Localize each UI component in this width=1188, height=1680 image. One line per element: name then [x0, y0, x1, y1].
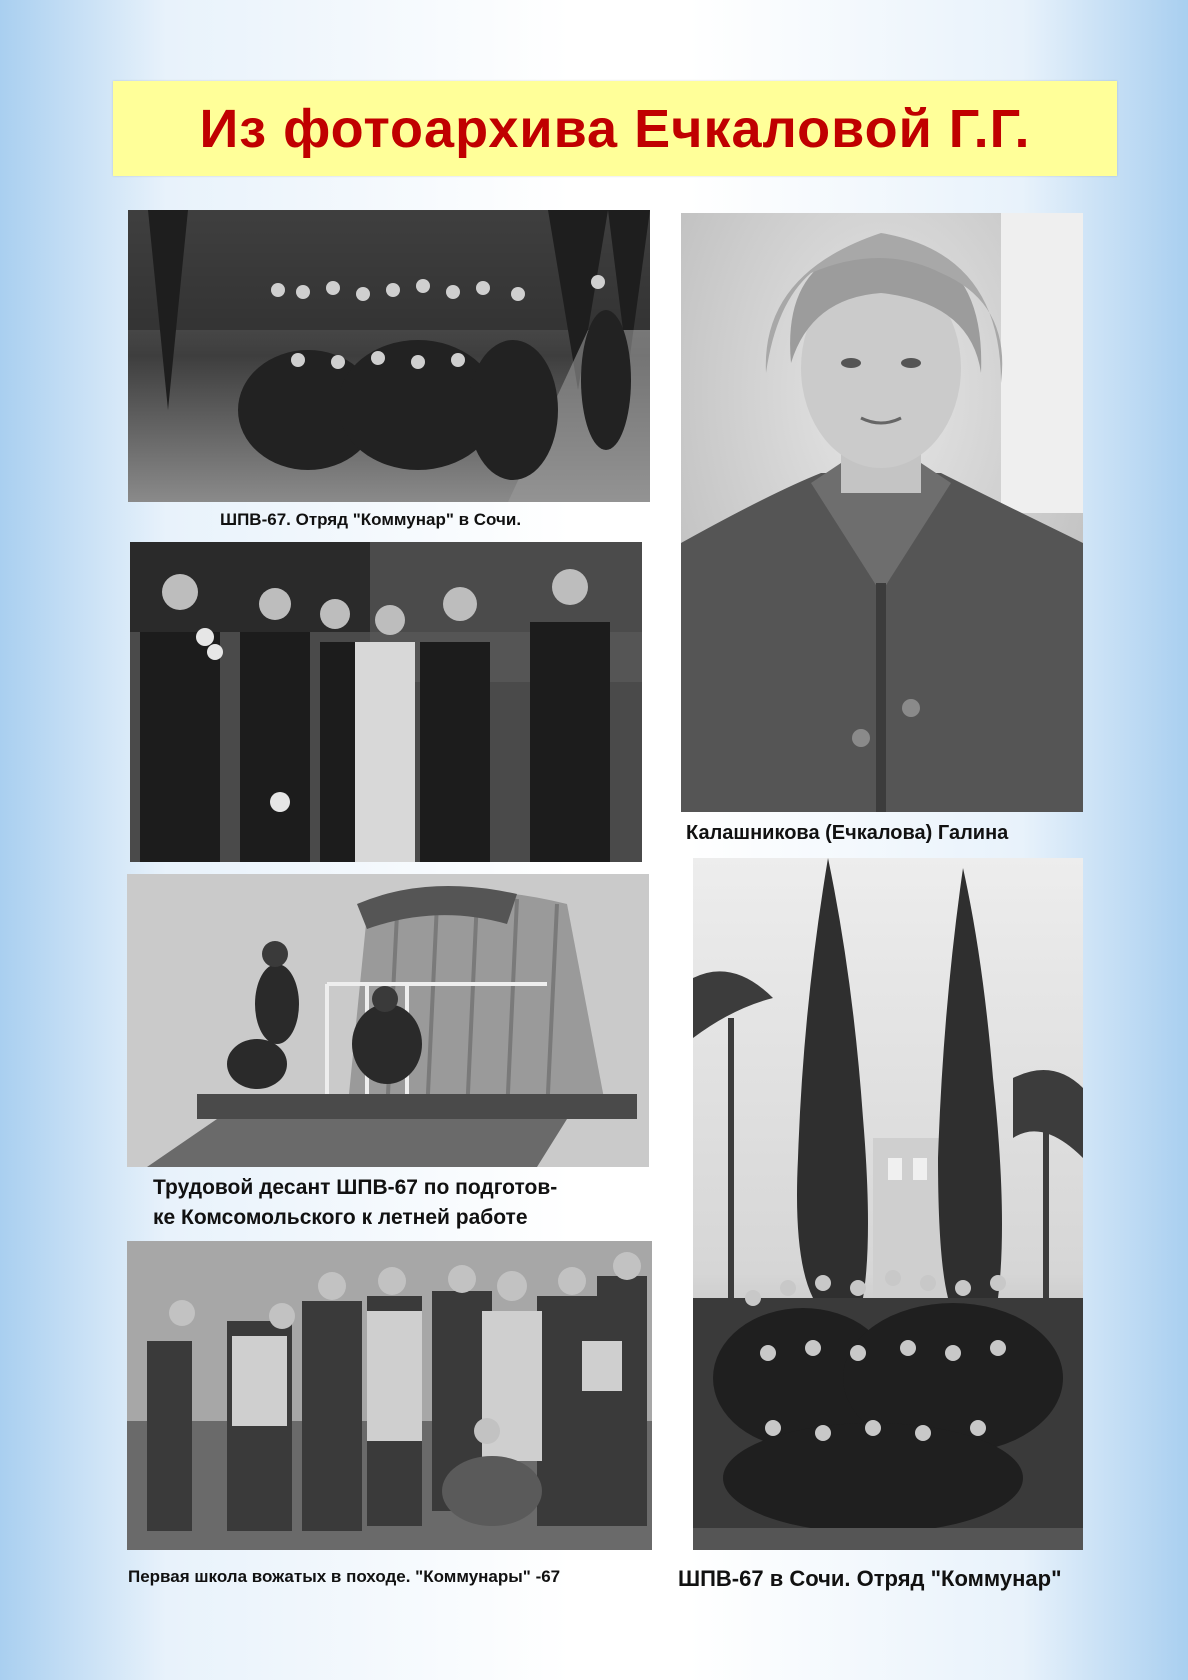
caption-sochi-group: ШПВ-67 в Сочи. Отряд "Коммунар": [678, 1566, 1062, 1591]
caption-construction: [153, 1173, 557, 1234]
photo-group-forest: [128, 210, 650, 502]
caption-photo-group-forest: ШПВ-67. Отряд "Коммунар" в Сочи.: [220, 510, 522, 529]
photo-construction: [127, 874, 649, 1167]
page-title: Из фотоархива Ечкаловой Г.Г.: [199, 98, 1031, 159]
photo-hike: [127, 1241, 652, 1550]
caption-construction-line-1: Трудовой десант ШПВ-67 по подготов-: [153, 1176, 558, 1199]
caption-hike: Первая школа вожатых в походе. "Коммунары" -67: [128, 1567, 561, 1586]
photo-six-girls: [130, 542, 642, 862]
title-banner: [113, 81, 1117, 176]
caption-portrait: Калашникова (Ечкалова) Галина: [686, 822, 1009, 844]
photo-portrait: [681, 213, 1083, 812]
caption-construction-line-2: ке Комсомольского к летней работе: [153, 1206, 528, 1230]
photo-sochi-group: [693, 858, 1083, 1550]
